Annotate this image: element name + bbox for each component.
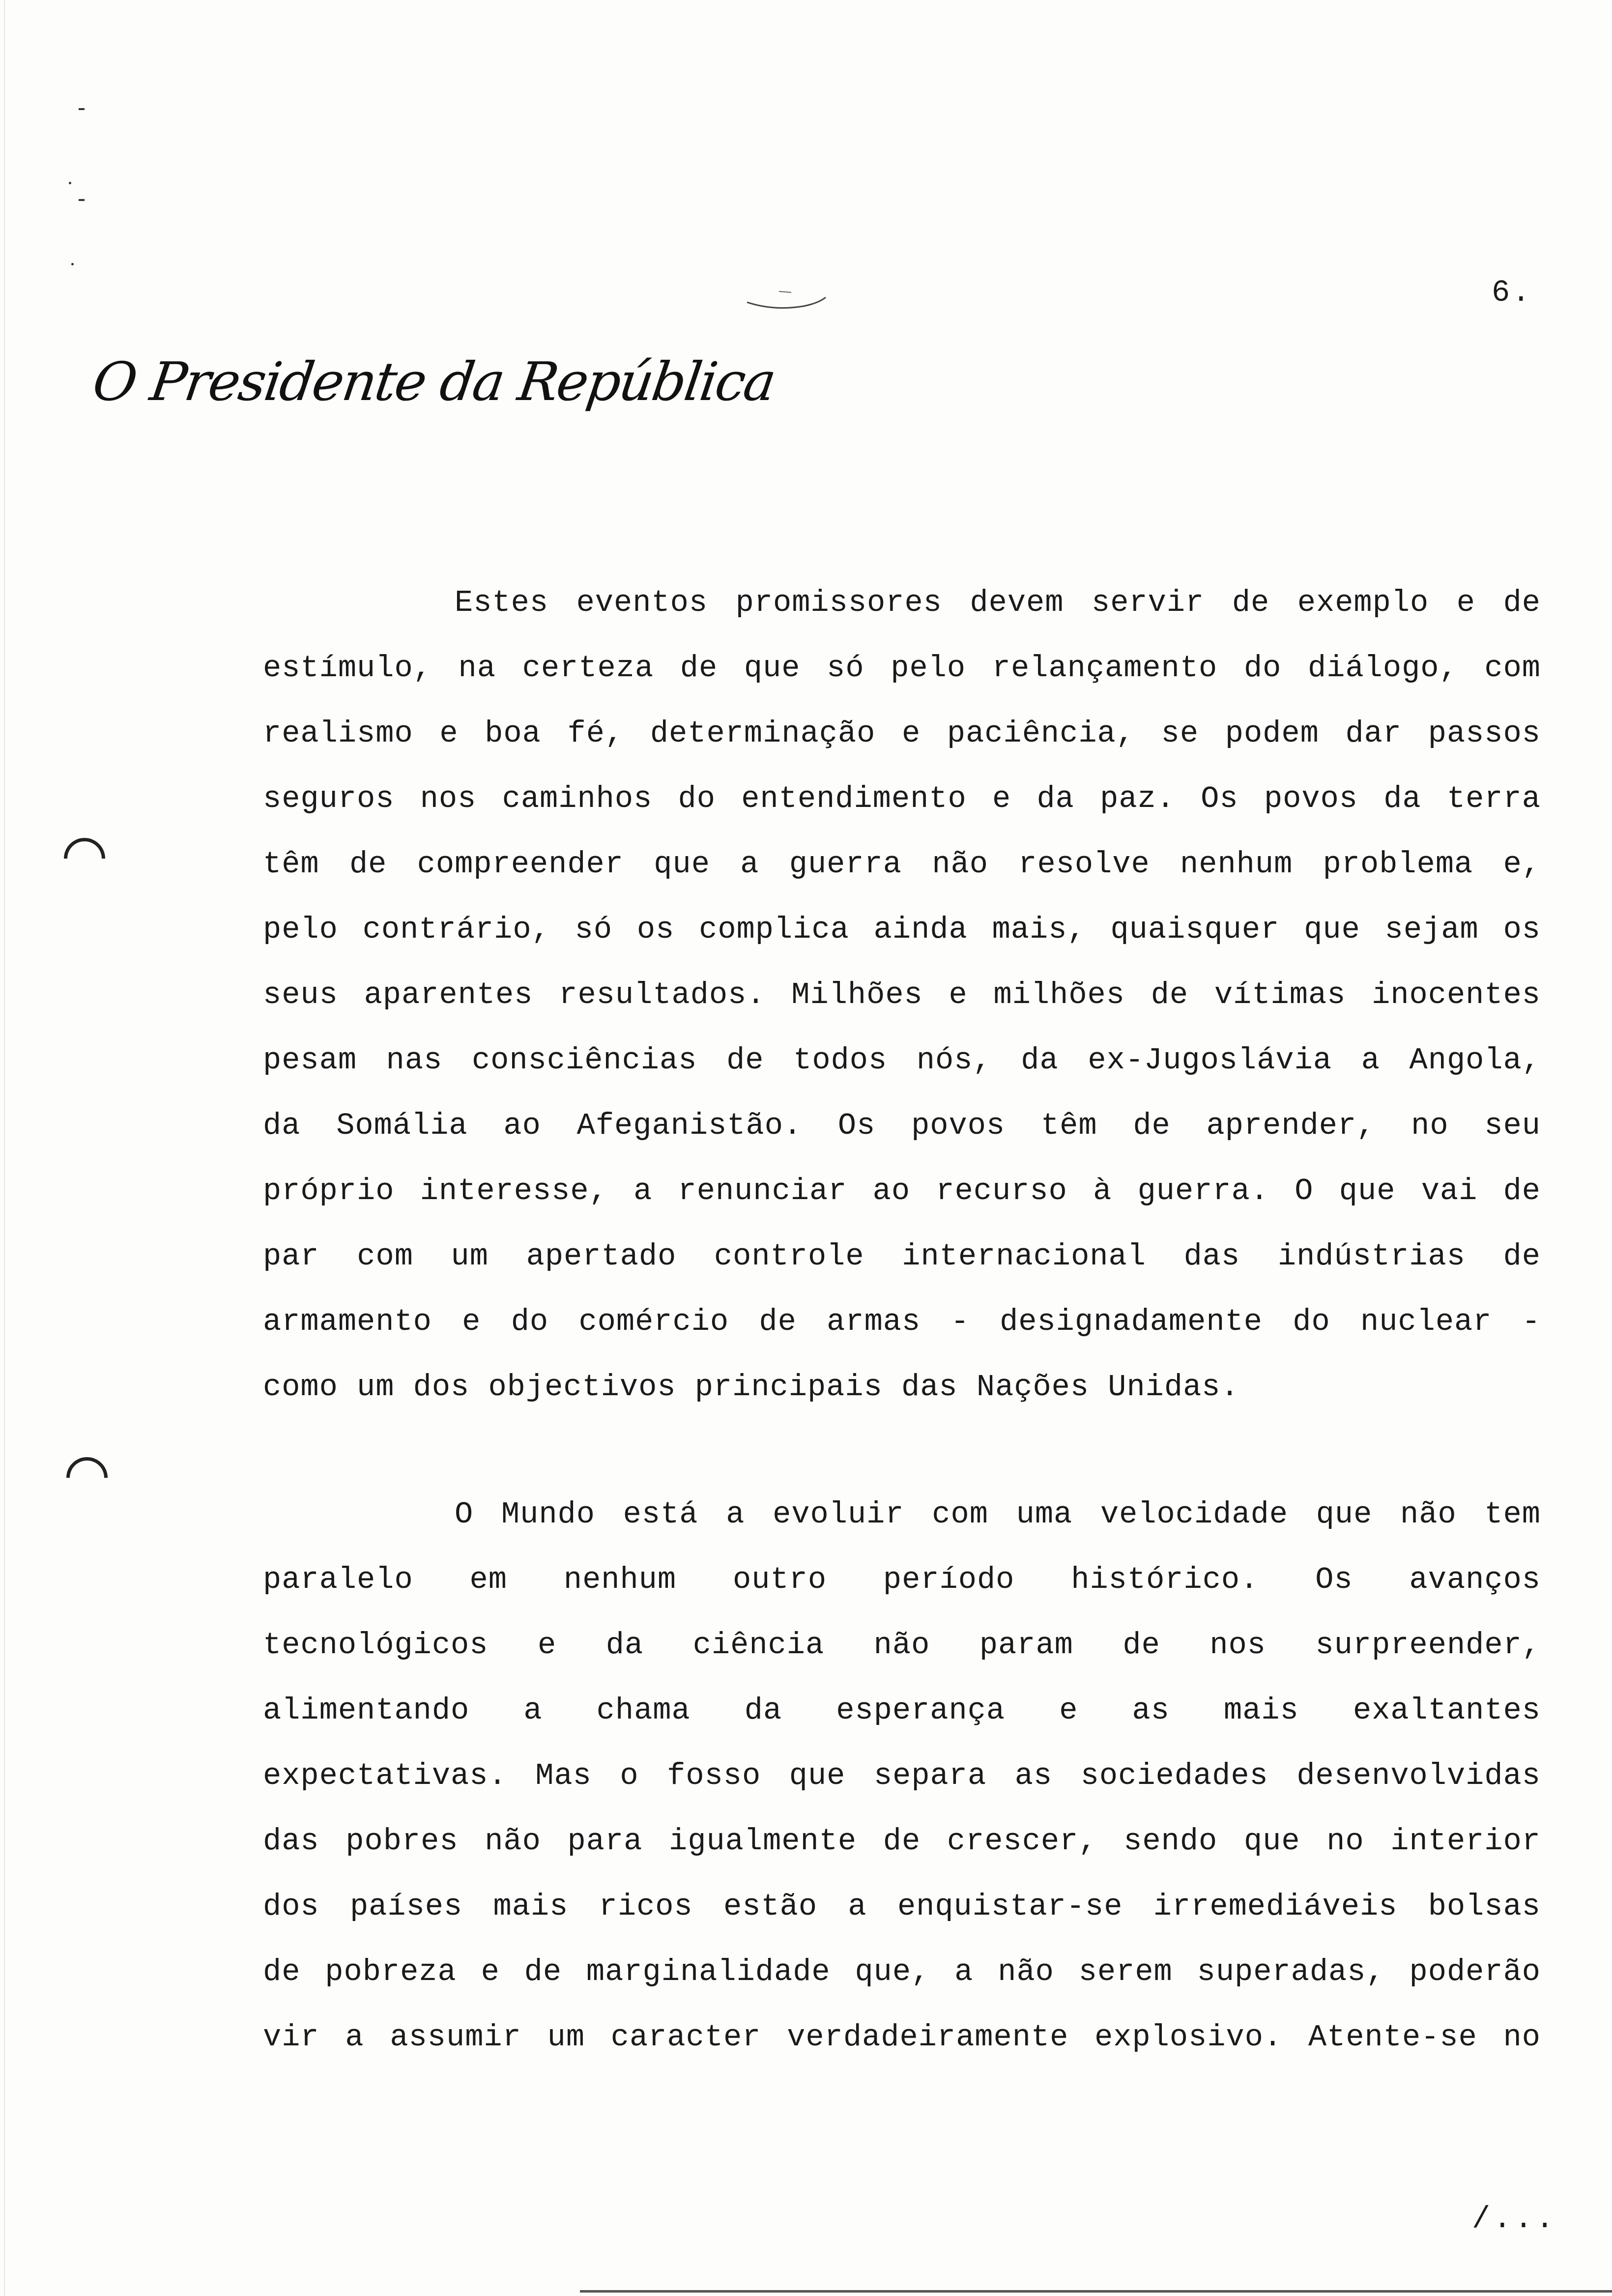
margin-dot [71, 263, 74, 265]
paragraph-line: pesam nas consciências de todos nós, da ex-Jugoslávia a Angola, [263, 1043, 1541, 1078]
paragraph-line: tecnológicos e da ciência não param de nos surpreender, [263, 1628, 1541, 1663]
page-number: 6. [1492, 275, 1532, 310]
paragraph-line: dos países mais ricos estão a enquistar-se irremediáveis bolsas [263, 1889, 1541, 1924]
ink-swoosh-mark [745, 287, 828, 312]
paragraph-line: par com um apertado controle internacional das indústrias de [263, 1239, 1541, 1274]
paragraph-line: têm de compreender que a guerra não resolve nenhum problema e, [263, 847, 1541, 882]
paragraph-line: seus aparentes resultados. Milhões e milhões de vítimas inocentes [263, 977, 1541, 1012]
margin-mark [79, 108, 85, 110]
paragraph-line: pelo contrário, só os complica ainda mais, quaisquer que sejam os [263, 912, 1541, 947]
paragraph-line: de pobreza e de marginalidade que, a não serem superadas, poderão [263, 1954, 1541, 1989]
paragraph-line: realismo e boa fé, determinação e paciência, se podem dar passos [263, 716, 1541, 751]
page-edge-shadow [4, 0, 5, 2296]
paragraph-line: como um dos objectivos principais das Nações Unidas. [263, 1370, 1239, 1405]
paragraph-line: Estes eventos promissores devem servir de exemplo e de [455, 585, 1541, 620]
paragraph-line: expectativas. Mas o fosso que separa as sociedades desenvolvidas [263, 1758, 1541, 1793]
punch-hole [58, 1449, 116, 1507]
paragraph-line: das pobres não para igualmente de crescer, sendo que no interior [263, 1824, 1541, 1859]
page-bottom-edge [580, 2290, 1612, 2293]
paragraph-line: armamento e do comércio de armas - designadamente do nuclear - [263, 1304, 1541, 1339]
paragraph-line: seguros nos caminhos do entendimento e da paz. Os povos da terra [263, 781, 1541, 816]
paragraph-line: vir a assumir um caracter verdadeiramente explosivo. Atente-se no [263, 2020, 1541, 2055]
continuation-marker: /... [1472, 2202, 1557, 2237]
letterhead-title: O Presidente da República [89, 351, 778, 413]
margin-dot [69, 182, 71, 184]
paragraph-line: alimentando a chama da esperança e as mais exaltantes [263, 1693, 1541, 1728]
paragraph-1 [263, 570, 1541, 1420]
paragraph-line: O Mundo está a evoluir com uma velocidade que não tem [455, 1497, 1541, 1532]
paragraph-line: próprio interesse, a renunciar ao recurso à guerra. O que vai de [263, 1174, 1541, 1208]
paragraph-line: estímulo, na certeza de que só pelo relançamento do diálogo, com [263, 651, 1541, 686]
margin-mark [79, 199, 85, 201]
paragraph-2 [263, 1482, 1541, 2070]
paragraph-line: paralelo em nenhum outro período histórico. Os avanços [263, 1562, 1541, 1597]
punch-hole [56, 830, 114, 888]
paragraph-line: da Somália ao Afeganistão. Os povos têm de aprender, no seu [263, 1108, 1541, 1143]
